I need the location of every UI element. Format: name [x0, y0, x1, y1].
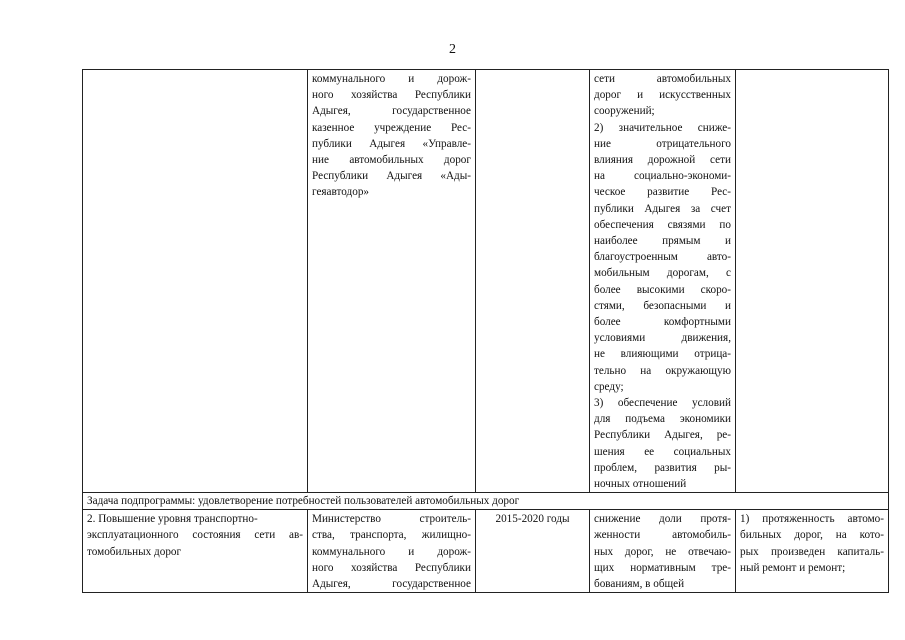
cell-expected-results-2: снижение доли протя- женности автомобиль- ных дорог, не отвечаю- щих нормативным тре- бованиям, в общей [590, 510, 736, 593]
cell-activity [83, 70, 308, 493]
subprogram-table [82, 69, 889, 593]
cell-executors: коммунального и дорож- ного хозяйства Республики Адыгея, государственное казенное учреждение Рес- публики Адыгея «Управле- ние автомобильных дорог Республики Адыгея «Ады- геяавтодор» [308, 70, 476, 493]
task-heading-cell: Задача подпрограммы: удовлетворение потребностей пользователей автомобильных дорог [83, 493, 889, 510]
cell-executors-2: Министерство строитель- ства, транспорта, жилищно- коммунального и дорож- ного хозяйства Республики Адыгея, государственное [308, 510, 476, 593]
cell-period [476, 70, 590, 493]
table-row-measure-2 [83, 510, 889, 593]
cell-period-2: 2015-2020 годы [476, 510, 590, 593]
cell-expected-results: сети автомобильных дорог и искусственных сооружений; 2) значительное сниже- ние отрицательного влияния дорожной сети на социально-экономи- ческое развитие Рес- публики Адыгея за счет обеспечения связями по наиболее прямым и благоустроенным авто- мобильным дорогам, с более высокими скоро- стями, безопасными и более комфортными условиями движения, не влияющими отрица- тельно на окружающую среду; 3) обеспечение условий для подъема экономики Республики Адыгея, ре- шения ее социальных проблем, развития ры- ночных отношений [590, 70, 736, 493]
table-row-task [83, 493, 889, 510]
table-row-continuation [83, 70, 889, 493]
cell-indicators-2: 1) протяженность автомо- бильных дорог, на кото- рых произведен капиталь- ный ремонт и ремонт; [736, 510, 889, 593]
cell-indicators [736, 70, 889, 493]
page-number: 2 [449, 42, 456, 57]
cell-activity-2: 2. Повышение уровня транспортно- эксплуатационного состояния сети ав- томобильных дорог [83, 510, 308, 593]
